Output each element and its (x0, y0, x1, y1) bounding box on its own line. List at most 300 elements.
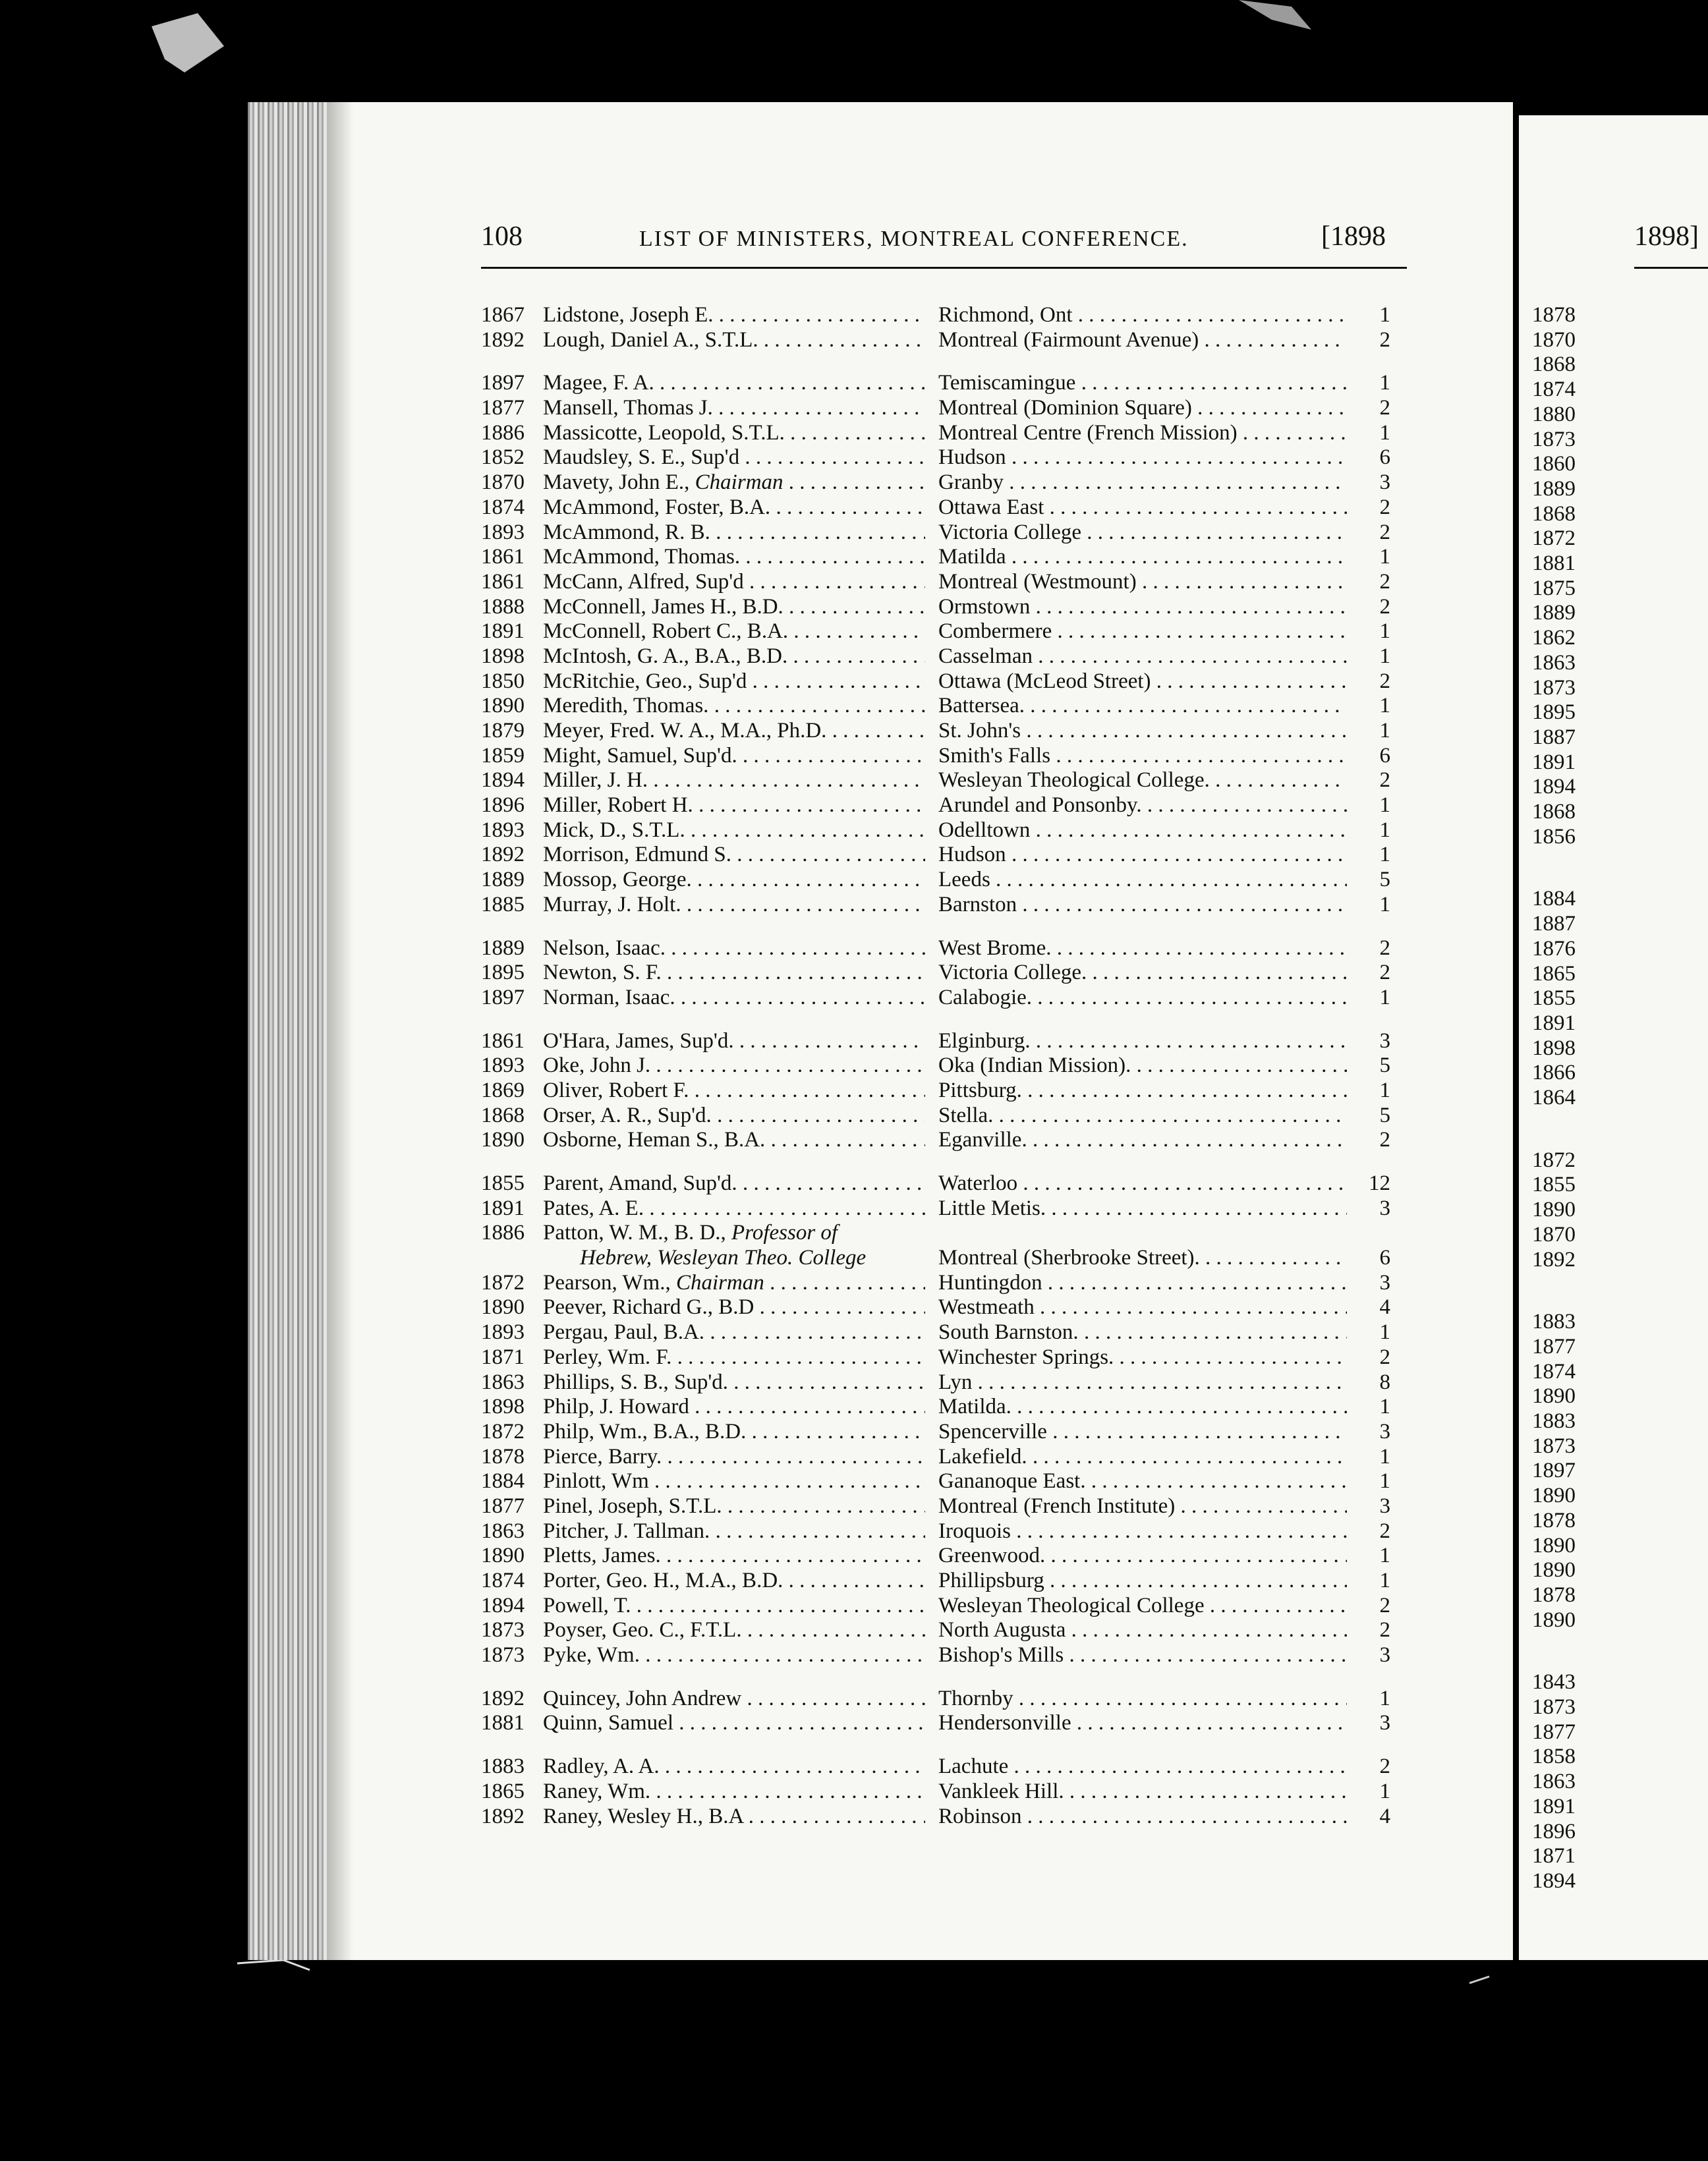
facing-entry-year: 1889 (1532, 601, 1576, 625)
minister-name-text: Magee, F. A. (543, 371, 654, 395)
minister-name-text: Quinn, Samuel (543, 1711, 673, 1735)
minister-name (543, 1445, 925, 1469)
years-count: 2 (1379, 961, 1390, 985)
station-name: Barnston . . . (938, 893, 1347, 917)
minister-name (543, 768, 925, 793)
section-gap (481, 1011, 1390, 1029)
minister-name-text: Nelson, Isaac. (543, 936, 666, 960)
minister-name (543, 1345, 925, 1370)
minister-row (481, 1805, 1390, 1830)
facing-entry-year: 1863 (1532, 1770, 1576, 1794)
facing-entry-year: 1871 (1532, 1844, 1576, 1868)
station-name: Elginburg. . . . (938, 1029, 1347, 1053)
station-name: Casselman . . . (938, 644, 1347, 669)
minister-name (543, 986, 925, 1010)
entry-year: 1881 (481, 1711, 525, 1735)
entry-year: 1898 (481, 1395, 525, 1419)
years-count: 2 (1379, 1519, 1390, 1543)
station-name: Ottawa (McLeod Street) . . . (938, 669, 1347, 694)
section-gap (481, 918, 1390, 936)
minister-row (481, 396, 1390, 421)
years-count: 1 (1379, 1569, 1390, 1593)
minister-name-text: Pierce, Barry. (543, 1444, 662, 1469)
facing-entry-year: 1875 (1532, 576, 1576, 600)
station-name: Lachute . . . (938, 1754, 1347, 1779)
facing-entry-year: 1873 (1532, 675, 1576, 700)
facing-entry-year: 1868 (1532, 352, 1576, 377)
entry-year: 1865 (481, 1779, 525, 1803)
entry-year: 1891 (481, 619, 525, 644)
minister-row (481, 843, 1390, 868)
minister-row (481, 619, 1390, 644)
minister-name (543, 1780, 925, 1804)
minister-name-text: Peever, Richard G., B.D (543, 1295, 754, 1320)
station-name: Battersea. . . . (938, 694, 1347, 718)
minister-name-text: Phillips, S. B., Sup'd. (543, 1370, 729, 1394)
minister-name-text: Mick, D., S.T.L. (543, 818, 685, 842)
minister-row (481, 1079, 1390, 1104)
facing-entry-year: 1894 (1532, 1868, 1576, 1893)
years-count: 2 (1379, 1618, 1390, 1642)
entry-year: 1872 (481, 1419, 525, 1444)
minister-name-text: McAmmond, R. B. (543, 520, 710, 544)
minister-name (543, 570, 925, 594)
section-gap (481, 1153, 1390, 1171)
facing-entry-year: 1856 (1532, 824, 1576, 849)
minister-name-text: Miller, J. H. (543, 768, 648, 793)
minister-name-text: Pergau, Paul, B.A. (543, 1320, 705, 1345)
facing-entry-year: 1891 (1532, 1011, 1576, 1035)
entry-year: 1892 (481, 327, 525, 352)
entry-year: 1867 (481, 303, 525, 327)
minister-row (481, 1594, 1390, 1619)
entry-year: 1869 (481, 1078, 525, 1102)
minister-row (481, 1395, 1390, 1420)
minister-name (543, 371, 925, 395)
minister-name-text: Meredith, Thomas. (543, 694, 709, 718)
entry-year: 1863 (481, 1519, 525, 1543)
minister-row (481, 1104, 1390, 1129)
section-gap (481, 1736, 1390, 1754)
years-count: 1 (1379, 644, 1390, 668)
minister-name (543, 843, 925, 867)
years-count: 1 (1379, 1544, 1390, 1568)
facing-entry-year: 1881 (1532, 551, 1576, 575)
minister-row (481, 961, 1390, 986)
minister-row (481, 1687, 1390, 1712)
entry-year: 1863 (481, 1370, 525, 1394)
minister-name-text: Massicotte, Leopold, S.T.L. (543, 420, 785, 445)
years-count: 3 (1379, 1494, 1390, 1518)
minister-row (481, 545, 1390, 570)
entry-year: 1889 (481, 936, 525, 960)
entry-year: 1874 (481, 495, 525, 519)
station-name: Pittsburg. . . . (938, 1079, 1347, 1103)
page-number: 108 (481, 221, 523, 252)
facing-entry-year: 1877 (1532, 1334, 1576, 1359)
years-count: 1 (1379, 818, 1390, 842)
station-name: South Barnston. . . . (938, 1320, 1347, 1345)
facing-entry-year: 1865 (1532, 961, 1576, 986)
facing-entry-year: 1878 (1532, 1508, 1576, 1532)
header-rule (481, 267, 1407, 269)
entry-year: 1868 (481, 1103, 525, 1127)
minister-name (543, 694, 925, 718)
years-count: 2 (1379, 936, 1390, 960)
station-name: Leeds . . . (938, 868, 1347, 892)
minister-name (543, 868, 925, 892)
facing-entry-year: 1864 (1532, 1086, 1576, 1109)
minister-title-italic: Professor of (731, 1221, 838, 1245)
minister-name (543, 669, 925, 694)
years-count: 3 (1379, 1028, 1390, 1053)
header-year: [1898 (1321, 221, 1386, 252)
facing-entry-year: 1880 (1532, 402, 1576, 426)
minister-name-text: Pinlott, Wm (543, 1469, 649, 1494)
minister-row (481, 1618, 1390, 1643)
facing-entry-year: 1890 (1532, 1384, 1576, 1409)
entry-year: 1897 (481, 985, 525, 1009)
facing-header-rule (1634, 267, 1708, 269)
minister-name (543, 303, 925, 327)
years-count: 3 (1379, 1196, 1390, 1220)
station-name: Ottawa East . . . (938, 495, 1347, 520)
minister-row (481, 644, 1390, 669)
minister-name (543, 1171, 925, 1196)
minister-name (543, 470, 925, 495)
station-name: North Augusta . . . (938, 1618, 1347, 1642)
facing-entry-year: 1870 (1532, 327, 1576, 352)
minister-name (543, 1295, 925, 1320)
station-name: West Brome. . . . (938, 936, 1347, 961)
station-name: Odelltown . . . (938, 818, 1347, 843)
station-name: Greenwood. . . . (938, 1544, 1347, 1568)
years-count: 1 (1379, 985, 1390, 1009)
station-name: Lakefield. . . . (938, 1445, 1347, 1469)
years-count: 5 (1379, 1103, 1390, 1127)
minister-row (481, 303, 1390, 328)
years-count: 1 (1379, 892, 1390, 916)
facing-header-year: 1898] (1634, 221, 1699, 252)
years-count: 1 (1379, 371, 1390, 395)
minister-name-text: Raney, Wm. (543, 1779, 651, 1803)
minister-name-text: Norman, Isaac. (543, 985, 675, 1009)
minister-name (543, 818, 925, 843)
entry-year: 1850 (481, 669, 525, 693)
entry-year: 1878 (481, 1444, 525, 1469)
minister-name-text: McIntosh, G. A., B.A., B.D. (543, 644, 788, 668)
facing-entry-year: 1873 (1532, 1434, 1576, 1458)
station-name: Huntingdon . . . (938, 1271, 1347, 1295)
minister-title-italic: Chairman (695, 470, 783, 495)
minister-row (481, 470, 1390, 495)
minister-name-text: Perley, Wm. F. (543, 1345, 672, 1369)
entry-year: 1883 (481, 1754, 525, 1779)
minister-name (543, 719, 925, 743)
entry-year: 1886 (481, 420, 525, 445)
entry-year: 1855 (481, 1171, 525, 1195)
minister-name (543, 744, 925, 768)
minister-name (543, 1196, 925, 1221)
entry-year: 1888 (481, 594, 525, 619)
minister-row (481, 1196, 1390, 1221)
minister-name-text: Pitcher, J. Tallman. (543, 1519, 710, 1543)
years-count: 1 (1379, 1686, 1390, 1710)
minister-name-text: Orser, A. R., Sup'd. (543, 1103, 712, 1127)
gutter-shadow (327, 102, 353, 1960)
facing-entry-year: 1874 (1532, 1359, 1576, 1384)
facing-entry-year: 1891 (1532, 1794, 1576, 1818)
station-name: Spencerville . . . (938, 1420, 1347, 1444)
years-count: 1 (1379, 719, 1390, 743)
minister-row (481, 719, 1390, 744)
minister-row (481, 1420, 1390, 1445)
facing-entry-year: 1872 (1532, 1148, 1576, 1172)
station-name: Hendersonville . . . (938, 1711, 1347, 1735)
minister-name-text: Miller, Robert H. (543, 793, 693, 818)
station-name: Waterloo . . . (938, 1171, 1347, 1196)
entry-year: 1852 (481, 445, 525, 470)
years-count: 2 (1379, 768, 1390, 793)
page-title: LIST OF MINISTERS, MONTREAL CONFERENCE. (639, 227, 1189, 251)
station-name: Little Metis. . . . (938, 1196, 1347, 1221)
minister-row (481, 793, 1390, 818)
facing-entry-year: 1878 (1532, 303, 1576, 327)
minister-row (481, 1345, 1390, 1370)
entry-year: 1894 (481, 768, 525, 793)
minister-name (543, 1079, 925, 1103)
years-count: 6 (1379, 743, 1390, 768)
section-gap (481, 1668, 1390, 1687)
entry-year: 1893 (481, 1053, 525, 1078)
minister-row (481, 570, 1390, 595)
minister-name (543, 1544, 925, 1568)
station-name: Westmeath . . . (938, 1295, 1347, 1320)
facing-entry-year: 1890 (1532, 1484, 1576, 1508)
minister-name-text: Patton, W. M., B. D., (543, 1221, 726, 1245)
station-name: Montreal Centre (French Mission) . . . (938, 421, 1347, 445)
minister-name (543, 1594, 925, 1618)
minister-title-italic: Chairman (675, 1270, 764, 1295)
minister-name (543, 1029, 925, 1053)
station-name: Hudson . . . (938, 445, 1347, 470)
station-name: Ormstown . . . (938, 595, 1347, 619)
facing-entry-year: 1892 (1532, 1247, 1576, 1272)
station-name: Bishop's Mills . . . (938, 1643, 1347, 1668)
facing-entry-year: 1860 (1532, 452, 1576, 476)
minister-name-text: Pyke, Wm. (543, 1643, 640, 1668)
entry-year: 1890 (481, 1295, 525, 1320)
entry-year: 1890 (481, 694, 525, 718)
minister-name-text: Meyer, Fred. W. A., M.A., Ph.D. (543, 719, 827, 743)
station-name: Hudson . . . (938, 843, 1347, 867)
minister-name-text: McAmmond, Thomas. (543, 545, 741, 569)
minister-name (543, 1221, 925, 1245)
entry-year: 1885 (481, 892, 525, 916)
station-name: Montreal (French Institute) . . . (938, 1494, 1347, 1519)
years-count: 2 (1379, 495, 1390, 519)
facing-entry-year: 1897 (1532, 1459, 1576, 1483)
minister-name (543, 1320, 925, 1345)
entry-year: 1874 (481, 1569, 525, 1593)
station-name: Wesleyan Theological College . . . (938, 1594, 1347, 1618)
facing-entry-year: 1887 (1532, 725, 1576, 749)
minister-name-text: McCann, Alfred, Sup'd (543, 569, 744, 594)
minister-row (481, 1445, 1390, 1470)
entry-year: 1872 (481, 1270, 525, 1295)
years-count: 4 (1379, 1295, 1390, 1320)
years-count: 1 (1379, 1320, 1390, 1345)
minister-row (481, 595, 1390, 620)
years-count: 1 (1379, 545, 1390, 569)
minister-name (543, 1569, 925, 1593)
minister-name-text: Philp, J. Howard (543, 1395, 689, 1419)
minister-name (543, 1494, 925, 1519)
station-name: Wesleyan Theological College. . . . (938, 768, 1347, 793)
facing-entry-year: 1878 (1532, 1583, 1576, 1607)
minister-row (481, 1295, 1390, 1320)
years-count: 3 (1379, 1643, 1390, 1668)
minister-name (543, 619, 925, 644)
minister-name (543, 793, 925, 818)
minister-list (481, 303, 1390, 1829)
facing-entry-year: 1872 (1532, 526, 1576, 551)
minister-name-text: Mansell, Thomas J. (543, 396, 713, 420)
years-count: 1 (1379, 793, 1390, 818)
minister-name-text: McConnell, James H., B.D. (543, 594, 783, 619)
minister-row (481, 1221, 1390, 1270)
station-name: Granby . . . (938, 470, 1347, 495)
minister-name-text: Might, Samuel, Sup'd. (543, 743, 737, 768)
minister-row (481, 768, 1390, 793)
facing-entry-year: 1898 (1532, 1036, 1576, 1060)
minister-name-text: Raney, Wesley H., B.A (543, 1804, 743, 1828)
years-count: 1 (1379, 1078, 1390, 1102)
entry-year: 1879 (481, 719, 525, 743)
minister-row (481, 421, 1390, 446)
entry-year: 1861 (481, 1028, 525, 1053)
section-gap (481, 352, 1390, 371)
book-gutter (248, 102, 327, 1960)
years-count: 1 (1379, 619, 1390, 644)
minister-row (481, 1128, 1390, 1153)
years-count: 5 (1379, 1053, 1390, 1078)
minister-row (481, 328, 1390, 353)
minister-name-text: Radley, A. A. (543, 1754, 660, 1779)
entry-year: 1892 (481, 1804, 525, 1828)
minister-name (543, 1519, 925, 1544)
years-count: 5 (1379, 868, 1390, 892)
minister-name (543, 961, 925, 985)
facing-entry-year: 1884 (1532, 887, 1576, 911)
facing-entry-year: 1870 (1532, 1222, 1576, 1247)
station-name: Robinson . . . (938, 1805, 1347, 1829)
entry-year: 1890 (481, 1128, 525, 1152)
minister-name-text: Powell, T. (543, 1593, 631, 1617)
minister-name-text: Pates, A. E. (543, 1196, 644, 1220)
years-count: 12 (1369, 1171, 1390, 1195)
minister-row (481, 1544, 1390, 1569)
station-name: Iroquois . . . (938, 1519, 1347, 1544)
minister-title-continuation: Hebrew, Wesleyan Theo. College (580, 1246, 867, 1270)
station-name: Montreal (Dominion Square) . . . (938, 396, 1347, 420)
facing-entry-year: 1862 (1532, 626, 1576, 650)
station-name: Winchester Springs. . . . (938, 1345, 1347, 1370)
minister-name (543, 1128, 925, 1152)
years-count: 2 (1379, 396, 1390, 420)
entry-year: 1891 (481, 1196, 525, 1220)
facing-entry-year: 1863 (1532, 650, 1576, 675)
entry-year: 1877 (481, 396, 525, 420)
facing-entry-year: 1887 (1532, 912, 1576, 936)
minister-name (543, 1643, 925, 1668)
minister-name-text: Quincey, John Andrew (543, 1686, 742, 1710)
years-count: 8 (1379, 1370, 1390, 1394)
facing-entry-year: 1874 (1532, 378, 1576, 402)
years-count: 3 (1379, 470, 1390, 495)
facing-entry-year: 1890 (1532, 1198, 1576, 1222)
years-count: 1 (1379, 1469, 1390, 1494)
minister-name (543, 893, 925, 917)
minister-row (481, 1643, 1390, 1668)
years-count: 1 (1379, 843, 1390, 867)
minister-row (481, 1320, 1390, 1345)
minister-row (481, 893, 1390, 918)
minister-name-text: Osborne, Heman S., B.A. (543, 1128, 766, 1152)
station-name: Richmond, Ont . . . (938, 303, 1347, 327)
minister-name-text: Newton, S. F. (543, 961, 662, 985)
facing-entry-year: 1873 (1532, 1695, 1576, 1719)
minister-row (481, 936, 1390, 961)
years-count: 2 (1379, 520, 1390, 544)
minister-name (543, 1104, 925, 1128)
years-count: 6 (1379, 445, 1390, 470)
minister-name (543, 328, 925, 352)
entry-year: 1896 (481, 793, 525, 818)
minister-name-text: Oliver, Robert F. (543, 1078, 689, 1102)
station-name: Arundel and Ponsonby. . . . (938, 793, 1347, 818)
station-name: Thornby . . . (938, 1687, 1347, 1711)
minister-row (481, 694, 1390, 719)
minister-name (543, 1805, 925, 1829)
station-name: Gananoque East. . . . (938, 1469, 1347, 1494)
facing-entry-year: 1876 (1532, 936, 1576, 961)
facing-entry-year: 1896 (1532, 1819, 1576, 1843)
minister-name-text: McConnell, Robert C., B.A. (543, 619, 789, 644)
minister-name (543, 520, 925, 545)
station-name: Phillipsburg . . . (938, 1569, 1347, 1593)
minister-name-text: Lough, Daniel A., S.T.L. (543, 327, 758, 352)
minister-row (481, 868, 1390, 893)
facing-entry-year: 1855 (1532, 1173, 1576, 1197)
facing-entry-year: 1843 (1532, 1670, 1576, 1695)
minister-row (481, 1780, 1390, 1805)
years-count: 1 (1379, 1444, 1390, 1469)
minister-name-text: McRitchie, Geo., Sup'd (543, 669, 747, 693)
station-name: Smith's Falls . . . (938, 744, 1347, 768)
minister-name (543, 1469, 925, 1494)
entry-year: 1870 (481, 470, 525, 495)
minister-row (481, 744, 1390, 769)
entry-year: 1897 (481, 371, 525, 395)
minister-name-text: Poyser, Geo. C., F.T.L. (543, 1618, 742, 1642)
minister-name-text: Mavety, John E., (543, 470, 690, 495)
facing-entry-year: 1883 (1532, 1409, 1576, 1433)
minister-name (543, 1271, 925, 1295)
years-count: 4 (1379, 1804, 1390, 1828)
facing-entry-year: 1889 (1532, 476, 1576, 501)
minister-row (481, 1519, 1390, 1544)
